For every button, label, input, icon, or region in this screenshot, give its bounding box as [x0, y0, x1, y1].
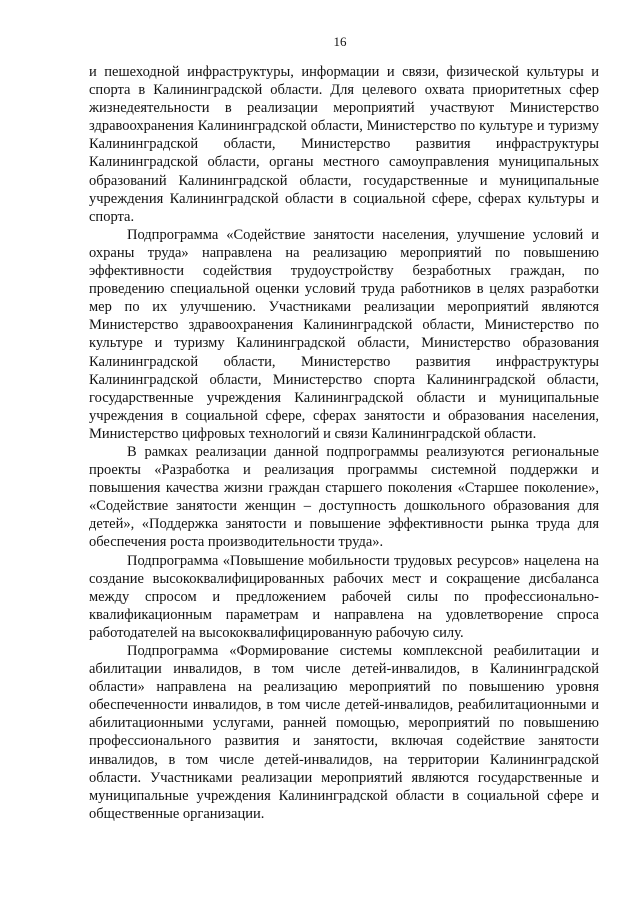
paragraph-3: В рамках реализации данной подпрограммы реализуются региональные проекты «Разработка и реализация программы системной поддержки и повышения качества жизни граждан старшего поколения «Старшее поколение», «Содействие занятости женщин – доступность дошкольного образования для детей», «Поддержка занятости и повышение эффективности рынка труда для обеспечения роста производительности труда». [89, 443, 599, 551]
paragraph-1: и пешеходной инфраструктуры, информации и связи, физической культуры и спорта в Калининградской области. Для целевого охвата приоритетных сфер жизнедеятельности в реализации мероприятий участвуют Министерство здравоохранения Калининградской области, Министерство по культуре и туризму Калининградской области, Министерство развития инфраструктуры Калининградской области, органы местного самоуправления муниципальных образований Калининградской области, государственные и муниципальные учреждения Калининградской области в социальной сфере, сферах культуры и спорта. [89, 64, 599, 225]
paragraph-4: Подпрограмма «Повышение мобильности трудовых ресурсов» нацелена на создание высококвалифицированных рабочих мест и сокращение дисбаланса между спросом и предложением рабочей силы по профессионально-квалификационным параметрам и направлена на удовлетворение спроса работодателей на высококвалифицированную рабочую силу. [89, 552, 599, 641]
paragraph-2: Подпрограмма «Содействие занятости населения, улучшение условий и охраны труда» направлена на реализацию мероприятий по повышению эффективности содействия трудоустройству безработных граждан, по проведению специальной оценки условий труда работников в целях разработки мер по их улучшению. Участниками реализации мероприятий являются Министерство здравоохранения Калининградской области, Министерство по культуре и туризму Калининградской области, Министерство образования Калининградской области, Министерство развития инфраструктуры Калининградской области, Министерство спорта Калининградской области, государственные учреждения Калининградской области и муниципальные учреждения в социальной сфере, сферах занятости и образования населения, Министерство цифровых технологий и связи Калининградской области. [89, 226, 599, 442]
page-number: 16 [333, 34, 347, 49]
paragraph-5: Подпрограмма «Формирование системы комплексной реабилитации и абилитации инвалидов, в том числе детей-инвалидов, в Калининградской области» направлена на реализацию мероприятий по повышению уровня обеспеченности инвалидов, в том числе детей-инвалидов, реабилитационными и абилитационными услугами, ранней помощью, мероприятий по повышению профессионального развития и занятости, включая содействие занятости инвалидов, в том числе детей-инвалидов, на территории Калининградской области. Участниками реализации мероприятий являются государственные и муниципальные учреждения Калининградской области в социальной сфере и общественные организации. [89, 643, 599, 822]
body-text [89, 63, 599, 823]
